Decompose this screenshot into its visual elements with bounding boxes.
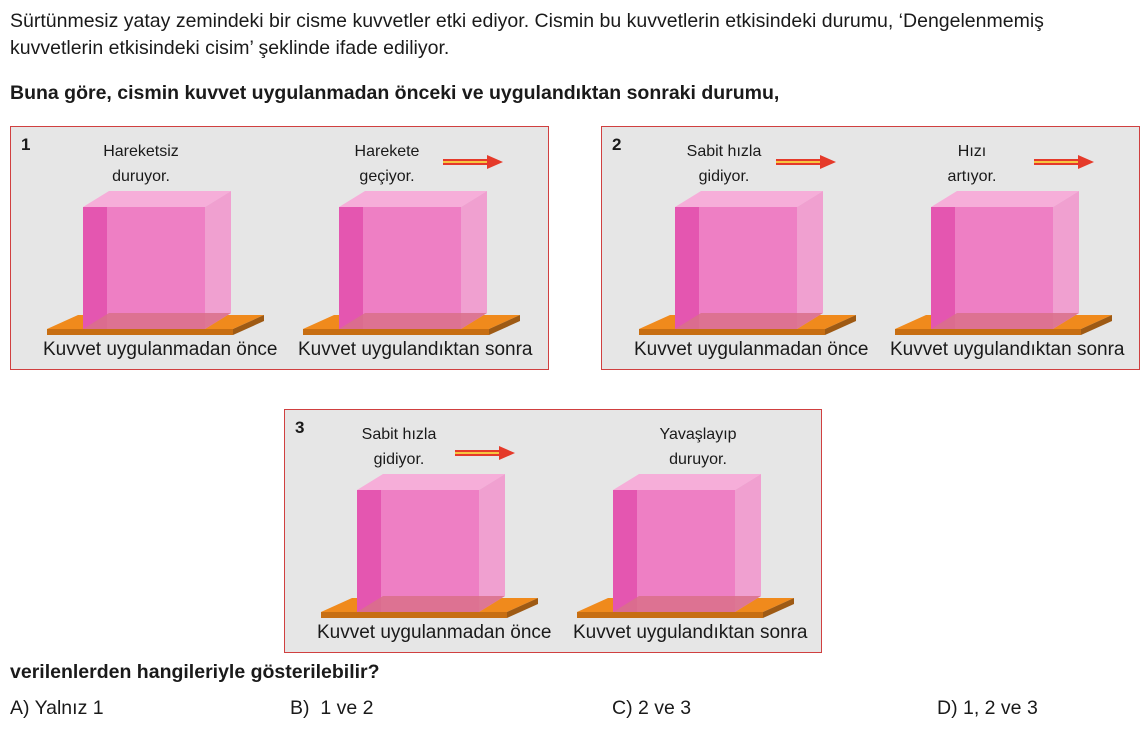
state-label: Sabit hızla gidiyor. <box>361 426 437 468</box>
option-b[interactable]: B) 1 ve 2 <box>290 697 374 719</box>
panel-number: 1 <box>21 135 31 154</box>
block-on-floor <box>41 135 281 345</box>
caption-after: Kuvvet uygulandıktan sonra <box>573 622 808 643</box>
block-on-floor <box>571 418 811 628</box>
caption-before: Kuvvet uygulanmadan önce <box>43 339 278 360</box>
question-tail: verilenlerden hangileriyle gösterilebilir? <box>10 661 380 683</box>
caption-after: Kuvvet uygulandıktan sonra <box>298 339 533 360</box>
option-d[interactable]: D) 1, 2 ve 3 <box>937 697 1038 719</box>
panel-2 <box>601 126 1140 370</box>
block-on-floor <box>889 135 1129 345</box>
state-label: Hareketsiz duruyor. <box>103 143 179 185</box>
panel-number: 3 <box>295 418 305 437</box>
panel-3 <box>284 409 822 653</box>
question-text: Buna göre, cismin kuvvet uygulanmadan önceki ve uygulandıktan sonraki durumu, <box>10 82 780 104</box>
option-c[interactable]: C) 2 ve 3 <box>612 697 692 719</box>
block-on-floor <box>297 135 537 345</box>
panel-number: 2 <box>612 135 622 154</box>
block-on-floor <box>633 135 873 345</box>
state-label: Yavaşlayıp duruyor. <box>659 426 737 468</box>
state-label: Hızı artıyor. <box>947 143 997 185</box>
intro-text: Sürtünmesiz yatay zemindeki bir cisme kuvvetler etki ediyor. Cismin bu kuvvetlerin etkisindeki durumu, ‘Dengelenmemiş kuvvetlerin etkisindeki cisim’ şeklinde ifade ediliyor. <box>10 10 1044 59</box>
caption-after: Kuvvet uygulandıktan sonra <box>890 339 1125 360</box>
option-a[interactable]: A) Yalnız 1 <box>10 697 104 719</box>
state-label: Sabit hızla gidiyor. <box>686 143 762 185</box>
state-label: Harekete geçiyor. <box>354 143 420 185</box>
caption-before: Kuvvet uygulanmadan önce <box>317 622 552 643</box>
block-on-floor <box>315 418 555 628</box>
caption-before: Kuvvet uygulanmadan önce <box>634 339 869 360</box>
panel-1 <box>10 126 549 370</box>
